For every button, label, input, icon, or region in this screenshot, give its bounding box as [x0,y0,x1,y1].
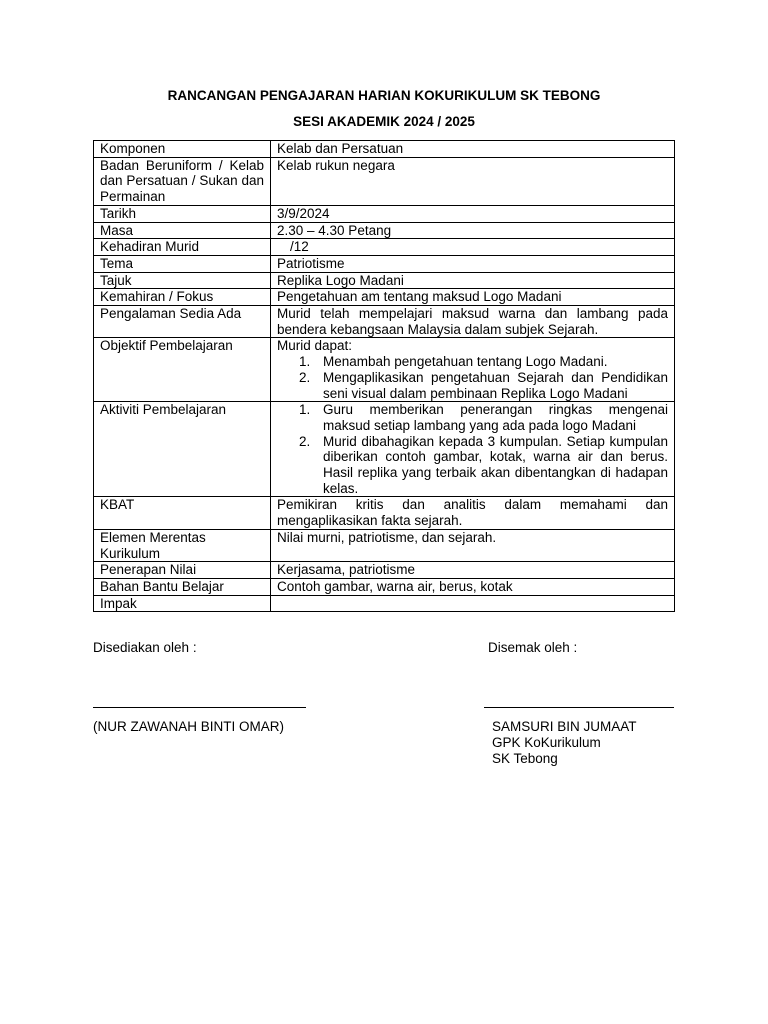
row-label-aktiviti: Aktiviti Pembelajaran [94,402,271,497]
row-value-bahan: Contoh gambar, warna air, berus, kotak [271,578,675,595]
table-row [94,595,675,612]
list-item-number: 1. [299,354,311,370]
list-item-number: 1. [299,402,311,418]
row-label-elemen-text: Elemen Merentas Kurikulum [100,529,206,561]
row-value-penerapan: Kerjasama, patriotisme [271,562,675,579]
list-item-text: Guru memberikan penerangan ringkas mengenai maksud setiap lambang yang ada pada logo Madani [323,402,668,433]
objektif-list [277,354,668,401]
lesson-plan-table [93,140,675,612]
aktiviti-list [277,402,668,496]
table-row [94,402,675,497]
row-label-tajuk: Tajuk [94,272,271,289]
row-label-tema: Tema [94,255,271,272]
table-row [94,562,675,579]
row-value-objektif [271,338,675,402]
row-value-aktiviti [271,402,675,497]
row-value-impak [271,595,675,612]
row-label-kbat: KBAT [94,497,271,529]
checked-by-name: SAMSURI BIN JUMAAT [492,719,637,734]
row-value-badan: Kelab rukun negara [271,157,675,205]
row-value-tajuk: Replika Logo Madani [271,272,675,289]
signature-line-prepared [93,707,306,708]
row-value-kehadiran: /12 [271,239,675,256]
row-label-pengalaman: Pengalaman Sedia Ada [94,306,271,338]
list-item [277,370,668,401]
row-label-objektif: Objektif Pembelajaran [94,338,271,402]
table-row [94,205,675,222]
row-label-impak: Impak [94,595,271,612]
table-row [94,141,675,158]
list-item [277,354,668,370]
table-row [94,497,675,529]
list-item [277,434,668,497]
table-row [94,578,675,595]
checked-by-position: GPK KoKurikulum [492,735,601,750]
prepared-by-name: (NUR ZAWANAH BINTI OMAR) [93,719,284,734]
document-subtitle: SESI AKADEMIK 2024 / 2025 [293,114,475,129]
list-item-number: 2. [299,369,311,385]
table-row [94,222,675,239]
table-row [94,157,675,205]
row-label-tarikh: Tarikh [94,205,271,222]
row-label-bahan: Bahan Bantu Belajar [94,578,271,595]
row-value-komponen: Kelab dan Persatuan [271,141,675,158]
row-label-penerapan: Penerapan Nilai [94,562,271,579]
objektif-intro: Murid dapat: [277,338,353,354]
list-item-text: Menambah pengetahuan tentang Logo Madani. [323,354,608,370]
row-value-masa: 2.30 – 4.30 Petang [271,222,675,239]
row-label-kehadiran: Kehadiran Murid [94,239,271,256]
row-label-masa: Masa [94,222,271,239]
table-row [94,255,675,272]
row-label-kemahiran: Kemahiran / Fokus [94,289,271,306]
list-item-text: Murid dibahagikan kepada 3 kumpulan. Setiap kumpulan diberikan contoh gambar, kotak, warna air dan berus. Hasil replika yang terbaik akan dibentangkan di hadapan kelas. [323,433,668,496]
row-label-elemen [94,529,271,561]
list-item-number: 2. [299,433,311,449]
row-label-badan: Badan Beruniform / Kelab dan Persatuan / Sukan dan Permainan [94,157,271,205]
row-value-kemahiran: Pengetahuan am tentang maksud Logo Madani [271,289,675,306]
table-row [94,272,675,289]
row-value-tarikh: 3/9/2024 [271,205,675,222]
document-title: RANCANGAN PENGAJARAN HARIAN KOKURIKULUM SK TEBONG [167,88,601,103]
table-row [94,239,675,256]
prepared-by-label: Disediakan oleh : [93,640,197,655]
table-row [94,289,675,306]
signature-line-checked [484,707,674,708]
row-value-tema: Patriotisme [271,255,675,272]
table-row [94,529,675,561]
row-value-pengalaman: Murid telah mempelajari maksud warna dan lambang pada bendera kebangsaan Malaysia dalam subjek Sejarah. [271,306,675,338]
row-value-elemen: Nilai murni, patriotisme, dan sejarah. [271,529,675,561]
table-row [94,338,675,402]
list-item [277,402,668,433]
list-item-text: Mengaplikasikan pengetahuan Sejarah dan Pendidikan seni visual dalam pembinaan Replika Logo Madani [323,369,668,401]
table-row [94,306,675,338]
checked-by-school: SK Tebong [492,751,558,766]
row-value-kbat: Pemikiran kritis dan analitis dalam memahami dan mengaplikasikan fakta sejarah. [271,497,675,529]
row-label-komponen: Komponen [94,141,271,158]
checked-by-label: Disemak oleh : [488,640,578,655]
